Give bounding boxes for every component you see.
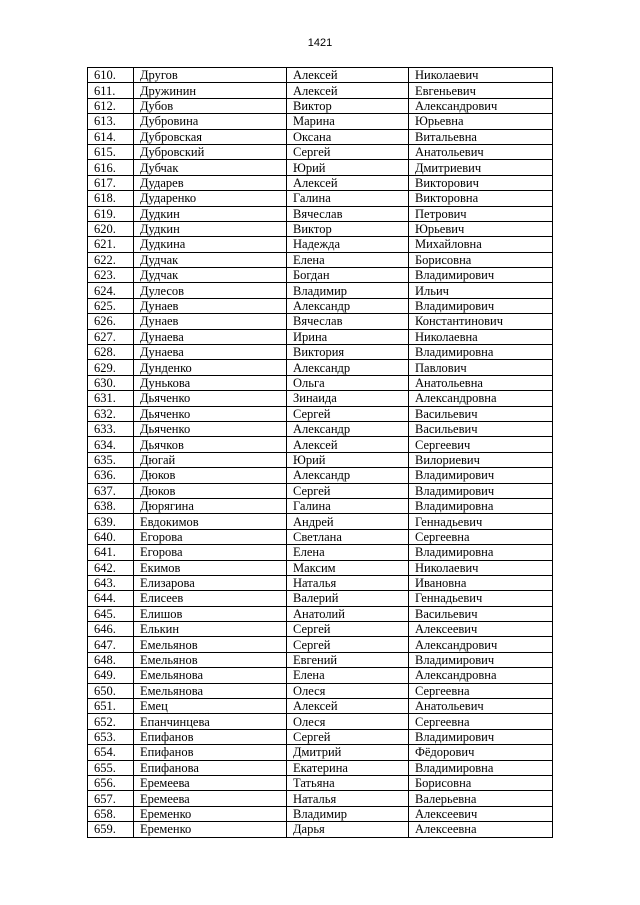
last-name-cell: Епифанова <box>134 760 287 775</box>
patronymic-cell: Петрович <box>409 206 553 221</box>
last-name-cell: Дудкин <box>134 221 287 236</box>
table-row <box>88 144 553 159</box>
patronymic-cell: Васильевич <box>409 406 553 421</box>
table-row <box>88 606 553 621</box>
last-name-cell: Дюков <box>134 483 287 498</box>
last-name-cell: Епифанов <box>134 745 287 760</box>
last-name-cell: Епанчинцева <box>134 714 287 729</box>
table-row <box>88 298 553 313</box>
first-name-cell: Ольга <box>287 375 409 390</box>
patronymic-cell: Александровна <box>409 391 553 406</box>
first-name-cell: Дарья <box>287 822 409 837</box>
first-name-cell: Юрий <box>287 160 409 175</box>
row-number-cell: 628. <box>88 345 134 360</box>
last-name-cell: Дьячков <box>134 437 287 452</box>
last-name-cell: Дунькова <box>134 375 287 390</box>
patronymic-cell: Николаевич <box>409 68 553 83</box>
last-name-cell: Дубровская <box>134 129 287 144</box>
row-number-cell: 656. <box>88 775 134 790</box>
first-name-cell: Надежда <box>287 237 409 252</box>
last-name-cell: Екимов <box>134 560 287 575</box>
first-name-cell: Александр <box>287 421 409 436</box>
row-number-cell: 625. <box>88 298 134 313</box>
table-row <box>88 791 553 806</box>
last-name-cell: Дудкина <box>134 237 287 252</box>
row-number-cell: 620. <box>88 221 134 236</box>
patronymic-cell: Алексеевич <box>409 622 553 637</box>
first-name-cell: Владимир <box>287 283 409 298</box>
patronymic-cell: Ивановна <box>409 575 553 590</box>
first-name-cell: Сергей <box>287 406 409 421</box>
row-number-cell: 621. <box>88 237 134 252</box>
last-name-cell: Еремеева <box>134 775 287 790</box>
table-row <box>88 114 553 129</box>
table-row <box>88 468 553 483</box>
row-number-cell: 624. <box>88 283 134 298</box>
table-row <box>88 745 553 760</box>
last-name-cell: Дьяченко <box>134 406 287 421</box>
table-row <box>88 529 553 544</box>
first-name-cell: Евгений <box>287 652 409 667</box>
last-name-cell: Еременко <box>134 806 287 821</box>
table-row <box>88 98 553 113</box>
page-number: 1421 <box>307 37 333 49</box>
patronymic-cell: Евгеньевич <box>409 83 553 98</box>
last-name-cell: Дунаев <box>134 298 287 313</box>
row-number-cell: 629. <box>88 360 134 375</box>
last-name-cell: Дубровский <box>134 144 287 159</box>
first-name-cell: Сергей <box>287 729 409 744</box>
row-number-cell: 654. <box>88 745 134 760</box>
row-number-cell: 657. <box>88 791 134 806</box>
last-name-cell: Дунденко <box>134 360 287 375</box>
last-name-cell: Дунаева <box>134 345 287 360</box>
patronymic-cell: Владимирович <box>409 468 553 483</box>
table-row <box>88 175 553 190</box>
first-name-cell: Вячеслав <box>287 206 409 221</box>
row-number-cell: 634. <box>88 437 134 452</box>
patronymic-cell: Валерьевна <box>409 791 553 806</box>
table-row <box>88 268 553 283</box>
first-name-cell: Виктор <box>287 221 409 236</box>
last-name-cell: Дюгай <box>134 452 287 467</box>
patronymic-cell: Анатольевич <box>409 699 553 714</box>
first-name-cell: Олеся <box>287 683 409 698</box>
first-name-cell: Татьяна <box>287 775 409 790</box>
row-number-cell: 636. <box>88 468 134 483</box>
last-name-cell: Емец <box>134 699 287 714</box>
first-name-cell: Анатолий <box>287 606 409 621</box>
patronymic-cell: Анатольевна <box>409 375 553 390</box>
table-row <box>88 129 553 144</box>
table-row <box>88 683 553 698</box>
row-number-cell: 648. <box>88 652 134 667</box>
last-name-cell: Дударенко <box>134 191 287 206</box>
last-name-cell: Дубровина <box>134 114 287 129</box>
last-name-cell: Елькин <box>134 622 287 637</box>
patronymic-cell: Сергеевна <box>409 683 553 698</box>
row-number-cell: 612. <box>88 98 134 113</box>
patronymic-cell: Владимирович <box>409 483 553 498</box>
first-name-cell: Галина <box>287 498 409 513</box>
row-number-cell: 640. <box>88 529 134 544</box>
last-name-cell: Емельянова <box>134 683 287 698</box>
row-number-cell: 650. <box>88 683 134 698</box>
last-name-cell: Дулесов <box>134 283 287 298</box>
patronymic-cell: Николаевна <box>409 329 553 344</box>
table-row <box>88 622 553 637</box>
first-name-cell: Наталья <box>287 575 409 590</box>
last-name-cell: Евдокимов <box>134 514 287 529</box>
patronymic-cell: Фёдорович <box>409 745 553 760</box>
row-number-cell: 618. <box>88 191 134 206</box>
first-name-cell: Сергей <box>287 483 409 498</box>
table-row <box>88 237 553 252</box>
table-row <box>88 83 553 98</box>
first-name-cell: Александр <box>287 298 409 313</box>
row-number-cell: 646. <box>88 622 134 637</box>
patronymic-cell: Витальевна <box>409 129 553 144</box>
patronymic-cell: Владимирович <box>409 652 553 667</box>
patronymic-cell: Константинович <box>409 314 553 329</box>
last-name-cell: Дьяченко <box>134 421 287 436</box>
table-row <box>88 652 553 667</box>
row-number-cell: 649. <box>88 668 134 683</box>
patronymic-cell: Геннадьевич <box>409 591 553 606</box>
last-name-cell: Егорова <box>134 529 287 544</box>
row-number-cell: 626. <box>88 314 134 329</box>
last-name-cell: Епифанов <box>134 729 287 744</box>
last-name-cell: Емельянова <box>134 668 287 683</box>
patronymic-cell: Васильевич <box>409 421 553 436</box>
patronymic-cell: Дмитриевич <box>409 160 553 175</box>
first-name-cell: Сергей <box>287 637 409 652</box>
last-name-cell: Еременко <box>134 822 287 837</box>
first-name-cell: Сергей <box>287 622 409 637</box>
patronymic-cell: Владимировна <box>409 345 553 360</box>
table-row <box>88 360 553 375</box>
table-row <box>88 437 553 452</box>
names-table <box>87 67 553 838</box>
row-number-cell: 642. <box>88 560 134 575</box>
table-row <box>88 591 553 606</box>
patronymic-cell: Александровна <box>409 668 553 683</box>
row-number-cell: 613. <box>88 114 134 129</box>
last-name-cell: Дюков <box>134 468 287 483</box>
first-name-cell: Галина <box>287 191 409 206</box>
table-row <box>88 498 553 513</box>
row-number-cell: 652. <box>88 714 134 729</box>
first-name-cell: Юрий <box>287 452 409 467</box>
row-number-cell: 653. <box>88 729 134 744</box>
row-number-cell: 614. <box>88 129 134 144</box>
table-row <box>88 806 553 821</box>
patronymic-cell: Николаевич <box>409 560 553 575</box>
row-number-cell: 651. <box>88 699 134 714</box>
table-row <box>88 283 553 298</box>
first-name-cell: Алексей <box>287 175 409 190</box>
first-name-cell: Александр <box>287 468 409 483</box>
patronymic-cell: Владимировна <box>409 760 553 775</box>
first-name-cell: Александр <box>287 360 409 375</box>
patronymic-cell: Викторовна <box>409 191 553 206</box>
names-table-body <box>88 68 553 838</box>
last-name-cell: Дубов <box>134 98 287 113</box>
first-name-cell: Алексей <box>287 437 409 452</box>
first-name-cell: Марина <box>287 114 409 129</box>
last-name-cell: Елишов <box>134 606 287 621</box>
patronymic-cell: Александрович <box>409 98 553 113</box>
table-row <box>88 560 553 575</box>
patronymic-cell: Викторович <box>409 175 553 190</box>
table-row <box>88 637 553 652</box>
first-name-cell: Валерий <box>287 591 409 606</box>
row-number-cell: 644. <box>88 591 134 606</box>
first-name-cell: Светлана <box>287 529 409 544</box>
first-name-cell: Алексей <box>287 68 409 83</box>
row-number-cell: 639. <box>88 514 134 529</box>
table-row <box>88 191 553 206</box>
row-number-cell: 647. <box>88 637 134 652</box>
patronymic-cell: Александрович <box>409 637 553 652</box>
table-row <box>88 545 553 560</box>
table-row <box>88 699 553 714</box>
table-row <box>88 160 553 175</box>
first-name-cell: Богдан <box>287 268 409 283</box>
row-number-cell: 617. <box>88 175 134 190</box>
first-name-cell: Наталья <box>287 791 409 806</box>
last-name-cell: Дьяченко <box>134 391 287 406</box>
row-number-cell: 641. <box>88 545 134 560</box>
table-row <box>88 729 553 744</box>
first-name-cell: Елена <box>287 252 409 267</box>
table-row <box>88 391 553 406</box>
last-name-cell: Емельянов <box>134 637 287 652</box>
table-row <box>88 575 553 590</box>
last-name-cell: Егорова <box>134 545 287 560</box>
table-row <box>88 514 553 529</box>
patronymic-cell: Юрьевна <box>409 114 553 129</box>
row-number-cell: 615. <box>88 144 134 159</box>
last-name-cell: Дружинин <box>134 83 287 98</box>
patronymic-cell: Михайловна <box>409 237 553 252</box>
patronymic-cell: Сергеевна <box>409 714 553 729</box>
first-name-cell: Елена <box>287 668 409 683</box>
row-number-cell: 635. <box>88 452 134 467</box>
table-row <box>88 329 553 344</box>
first-name-cell: Виктория <box>287 345 409 360</box>
row-number-cell: 638. <box>88 498 134 513</box>
patronymic-cell: Васильевич <box>409 606 553 621</box>
patronymic-cell: Юрьевич <box>409 221 553 236</box>
last-name-cell: Дунаев <box>134 314 287 329</box>
last-name-cell: Дудчак <box>134 252 287 267</box>
first-name-cell: Елена <box>287 545 409 560</box>
first-name-cell: Сергей <box>287 144 409 159</box>
first-name-cell: Максим <box>287 560 409 575</box>
last-name-cell: Дудкин <box>134 206 287 221</box>
first-name-cell: Владимир <box>287 806 409 821</box>
last-name-cell: Еремеева <box>134 791 287 806</box>
table-row <box>88 375 553 390</box>
table-row <box>88 668 553 683</box>
table-row <box>88 221 553 236</box>
first-name-cell: Вячеслав <box>287 314 409 329</box>
first-name-cell: Алексей <box>287 699 409 714</box>
table-row <box>88 68 553 83</box>
table-row <box>88 775 553 790</box>
patronymic-cell: Ильич <box>409 283 553 298</box>
table-row <box>88 421 553 436</box>
row-number-cell: 655. <box>88 760 134 775</box>
row-number-cell: 616. <box>88 160 134 175</box>
table-row <box>88 206 553 221</box>
first-name-cell: Виктор <box>287 98 409 113</box>
table-row <box>88 822 553 837</box>
patronymic-cell: Сергеевна <box>409 529 553 544</box>
table-row <box>88 452 553 467</box>
row-number-cell: 659. <box>88 822 134 837</box>
patronymic-cell: Сергеевич <box>409 437 553 452</box>
patronymic-cell: Геннадьевич <box>409 514 553 529</box>
patronymic-cell: Борисовна <box>409 252 553 267</box>
table-row <box>88 483 553 498</box>
row-number-cell: 632. <box>88 406 134 421</box>
row-number-cell: 619. <box>88 206 134 221</box>
first-name-cell: Дмитрий <box>287 745 409 760</box>
row-number-cell: 643. <box>88 575 134 590</box>
first-name-cell: Андрей <box>287 514 409 529</box>
first-name-cell: Олеся <box>287 714 409 729</box>
patronymic-cell: Анатольевич <box>409 144 553 159</box>
table-row <box>88 714 553 729</box>
patronymic-cell: Владимировна <box>409 545 553 560</box>
last-name-cell: Емельянов <box>134 652 287 667</box>
row-number-cell: 633. <box>88 421 134 436</box>
first-name-cell: Ирина <box>287 329 409 344</box>
last-name-cell: Елисеев <box>134 591 287 606</box>
first-name-cell: Оксана <box>287 129 409 144</box>
table-row <box>88 406 553 421</box>
row-number-cell: 623. <box>88 268 134 283</box>
last-name-cell: Дудчак <box>134 268 287 283</box>
row-number-cell: 658. <box>88 806 134 821</box>
row-number-cell: 627. <box>88 329 134 344</box>
last-name-cell: Другов <box>134 68 287 83</box>
last-name-cell: Дударев <box>134 175 287 190</box>
patronymic-cell: Вилориевич <box>409 452 553 467</box>
row-number-cell: 630. <box>88 375 134 390</box>
patronymic-cell: Владимирович <box>409 729 553 744</box>
first-name-cell: Екатерина <box>287 760 409 775</box>
table-row <box>88 252 553 267</box>
last-name-cell: Дунаева <box>134 329 287 344</box>
last-name-cell: Елизарова <box>134 575 287 590</box>
table-row <box>88 760 553 775</box>
row-number-cell: 610. <box>88 68 134 83</box>
last-name-cell: Дубчак <box>134 160 287 175</box>
table-row <box>88 314 553 329</box>
row-number-cell: 645. <box>88 606 134 621</box>
patronymic-cell: Владимировна <box>409 498 553 513</box>
row-number-cell: 631. <box>88 391 134 406</box>
patronymic-cell: Павлович <box>409 360 553 375</box>
row-number-cell: 637. <box>88 483 134 498</box>
patronymic-cell: Владимирович <box>409 268 553 283</box>
patronymic-cell: Владимирович <box>409 298 553 313</box>
first-name-cell: Зинаида <box>287 391 409 406</box>
table-row <box>88 345 553 360</box>
patronymic-cell: Борисовна <box>409 775 553 790</box>
patronymic-cell: Алексеевна <box>409 822 553 837</box>
last-name-cell: Дюрягина <box>134 498 287 513</box>
patronymic-cell: Алексеевич <box>409 806 553 821</box>
row-number-cell: 622. <box>88 252 134 267</box>
first-name-cell: Алексей <box>287 83 409 98</box>
row-number-cell: 611. <box>88 83 134 98</box>
